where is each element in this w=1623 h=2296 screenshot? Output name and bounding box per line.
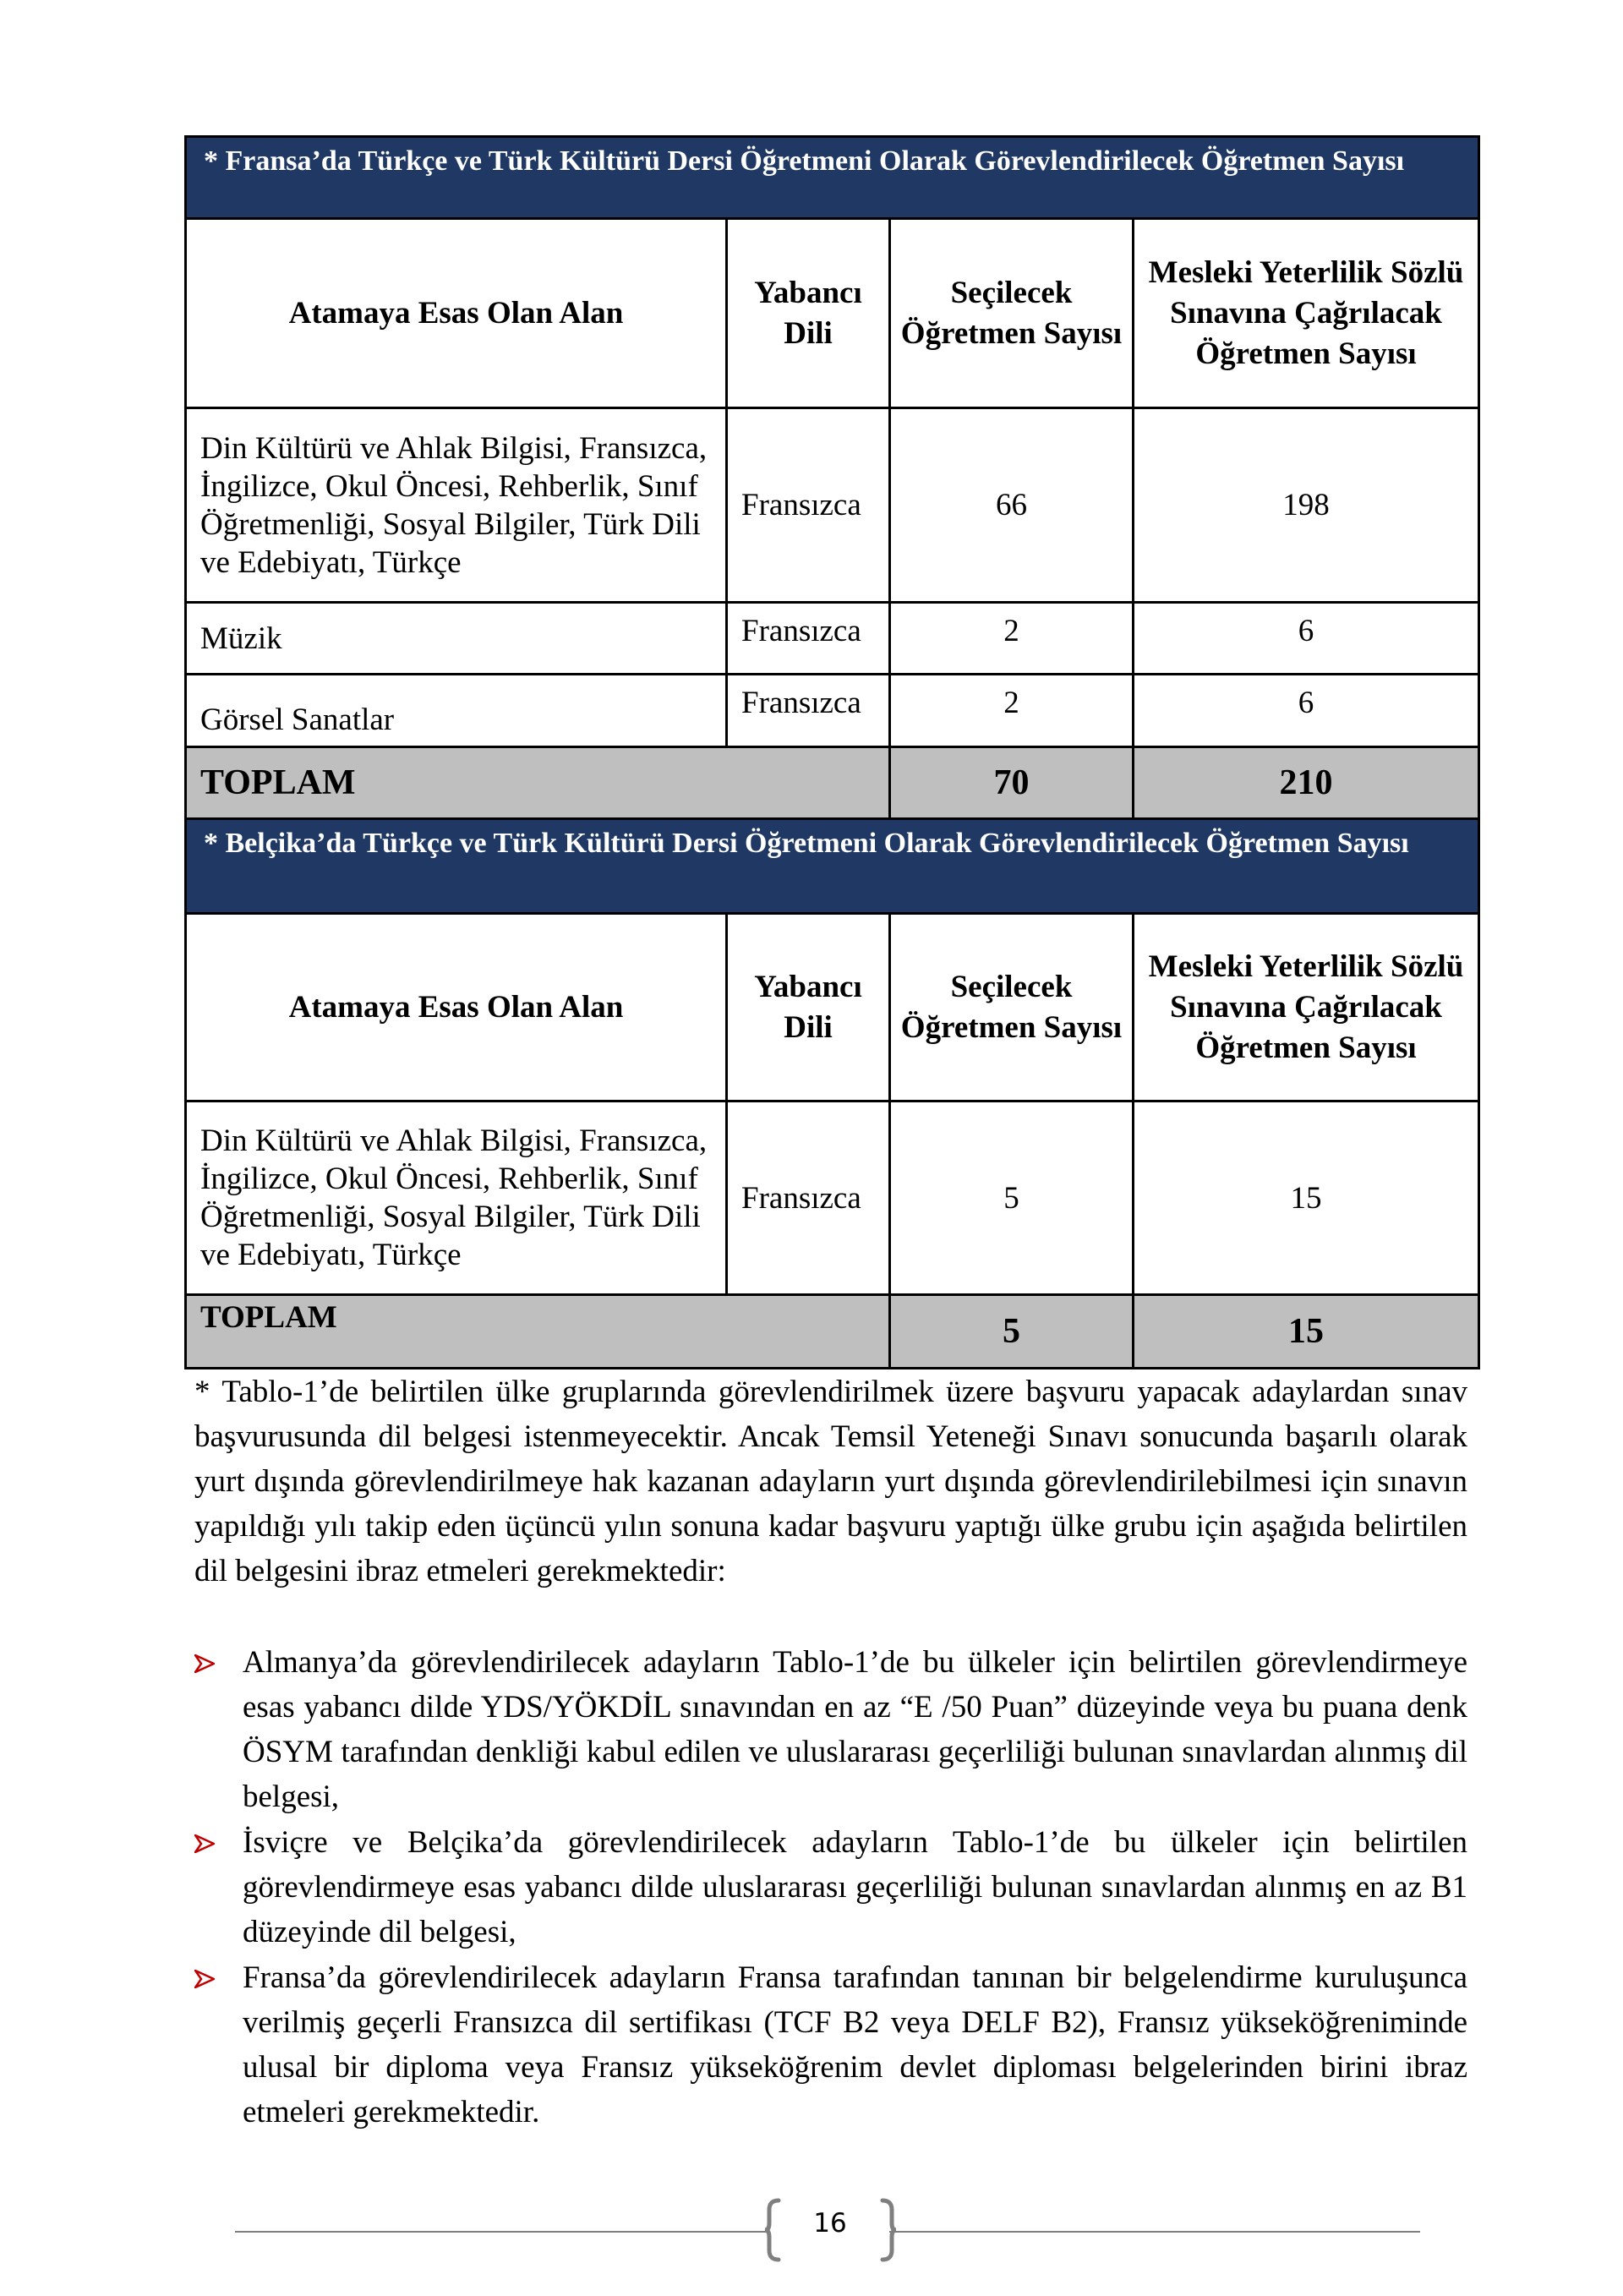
row-area: Din Kültürü ve Ahlak Bilgisi, Fransızca, İngilizce, Okul Öncesi, Rehberlik, Sınıf Öğretmenliği, Sosyal Bilgiler, Türk Dili ve Edebiyatı, Türkçe	[186, 408, 727, 603]
row-area: Müzik	[186, 603, 727, 675]
header-called-count: Mesleki Yeterlilik Sözlü Sınavına Çağrılacak Öğretmen Sayısı	[1134, 914, 1479, 1102]
row-called-count: 15	[1134, 1102, 1479, 1295]
total-row	[186, 1295, 1479, 1369]
total-label: TOPLAM	[186, 747, 890, 819]
row-called-count: 6	[1134, 675, 1479, 747]
total-row	[186, 747, 1479, 819]
belgium-table-title: * Belçika’da Türkçe ve Türk Kültürü Dersi Öğretmeni Olarak Görevlendirilecek Öğretmen Sayısı	[186, 819, 1479, 914]
header-area: Atamaya Esas Olan Alan	[186, 914, 727, 1102]
list-item	[194, 1640, 1467, 1819]
arrow-right-icon	[194, 1654, 215, 1673]
row-selected-count: 2	[890, 603, 1134, 675]
row-called-count: 198	[1134, 408, 1479, 603]
row-selected-count: 66	[890, 408, 1134, 603]
france-table-title: * Fransa’da Türkçe ve Türk Kültürü Dersi Öğretmeni Olarak Görevlendirilecek Öğretmen Sayısı	[186, 137, 1479, 219]
right-brace-icon	[879, 2198, 898, 2262]
row-language: Fransızca	[727, 1102, 890, 1295]
header-area: Atamaya Esas Olan Alan	[186, 219, 727, 408]
list-item-text: Almanya’da görevlendirilecek adayların Tablo-1’de bu ülkeler için belirtilen görevlendirmeye esas yabancı dilde YDS/YÖKDİL sınavından en az “E /50 Puan” düzeyinde veya bu puana denk ÖSYM tarafından denkliği kabul edilen ve uluslararası geçerliliği bulunan sınavlardan alınmış dil belgesi,	[243, 1645, 1467, 1814]
arrow-right-icon	[194, 1834, 215, 1853]
footer-rule-left	[235, 2231, 768, 2233]
header-selected-count: Seçilecek Öğretmen Sayısı	[890, 914, 1134, 1102]
list-item	[194, 1955, 1467, 2135]
page-number: 16	[813, 2208, 847, 2239]
table-row	[186, 1102, 1479, 1295]
total-called-count: 15	[1134, 1295, 1479, 1369]
total-selected-count: 70	[890, 747, 1134, 819]
row-selected-count: 5	[890, 1102, 1134, 1295]
footer-rule-right	[889, 2231, 1420, 2233]
total-label: TOPLAM	[186, 1295, 890, 1369]
header-selected-count: Seçilecek Öğretmen Sayısı	[890, 219, 1134, 408]
row-language: Fransızca	[727, 603, 890, 675]
france-teacher-table	[184, 135, 1478, 820]
list-item-text: Fransa’da görevlendirilecek adayların Fransa tarafından tanınan bir belgelendirme kuruluşunca verilmiş geçerli Fransızca dil sertifikası (TCF B2 veya DELF B2), Fransız yükseköğreniminde ulusal bir diploma veya Fransız yükseköğrenim devlet diploması belgelerinden birini ibraz etmeleri gerekmektedir.	[243, 1960, 1467, 2129]
table-row	[186, 603, 1479, 675]
row-language: Fransızca	[727, 675, 890, 747]
row-language: Fransızca	[727, 408, 890, 603]
table-row	[186, 675, 1479, 747]
arrow-right-icon	[194, 1970, 215, 1988]
table-row	[186, 408, 1479, 603]
language-certificate-note: * Tablo-1’de belirtilen ülke gruplarında görevlendirilmek üzere başvuru yapacak adaylardan sınav başvurusunda dil belgesi istenmeyecektir. Ancak Temsil Yeteneği Sınavı sonucunda başarılı olarak yurt dışında görevlendirilmeye hak kazanan adayların yurt dışında görevlendirilebilmesi için sınavın yapıldığı yılı takip eden üçüncü yılın sonuna kadar başvuru yaptığı ülke grubu için aşağıda belirtilen dil belgesini ibraz etmeleri gerekmektedir:	[194, 1375, 1467, 1588]
header-language: Yabancı Dili	[727, 914, 890, 1102]
language-requirements-list	[194, 1640, 1467, 2135]
total-selected-count: 5	[890, 1295, 1134, 1369]
total-called-count: 210	[1134, 747, 1479, 819]
row-area: Görsel Sanatlar	[186, 675, 727, 747]
row-selected-count: 2	[890, 675, 1134, 747]
belgium-teacher-table	[184, 817, 1478, 1369]
row-area: Din Kültürü ve Ahlak Bilgisi, Fransızca, İngilizce, Okul Öncesi, Rehberlik, Sınıf Öğretmenliği, Sosyal Bilgiler, Türk Dili ve Edebiyatı, Türkçe	[186, 1102, 727, 1295]
header-called-count: Mesleki Yeterlilik Sözlü Sınavına Çağrılacak Öğretmen Sayısı	[1134, 219, 1479, 408]
header-language: Yabancı Dili	[727, 219, 890, 408]
row-called-count: 6	[1134, 603, 1479, 675]
list-item-text: İsviçre ve Belçika’da görevlendirilecek adayların Tablo-1’de bu ülkeler için belirtilen görevlendirmeye esas yabancı dilde uluslararası geçerliliği bulunan sınavlardan alınmış en az B1 düzeyinde dil belgesi,	[243, 1825, 1467, 1949]
list-item	[194, 1820, 1467, 1954]
